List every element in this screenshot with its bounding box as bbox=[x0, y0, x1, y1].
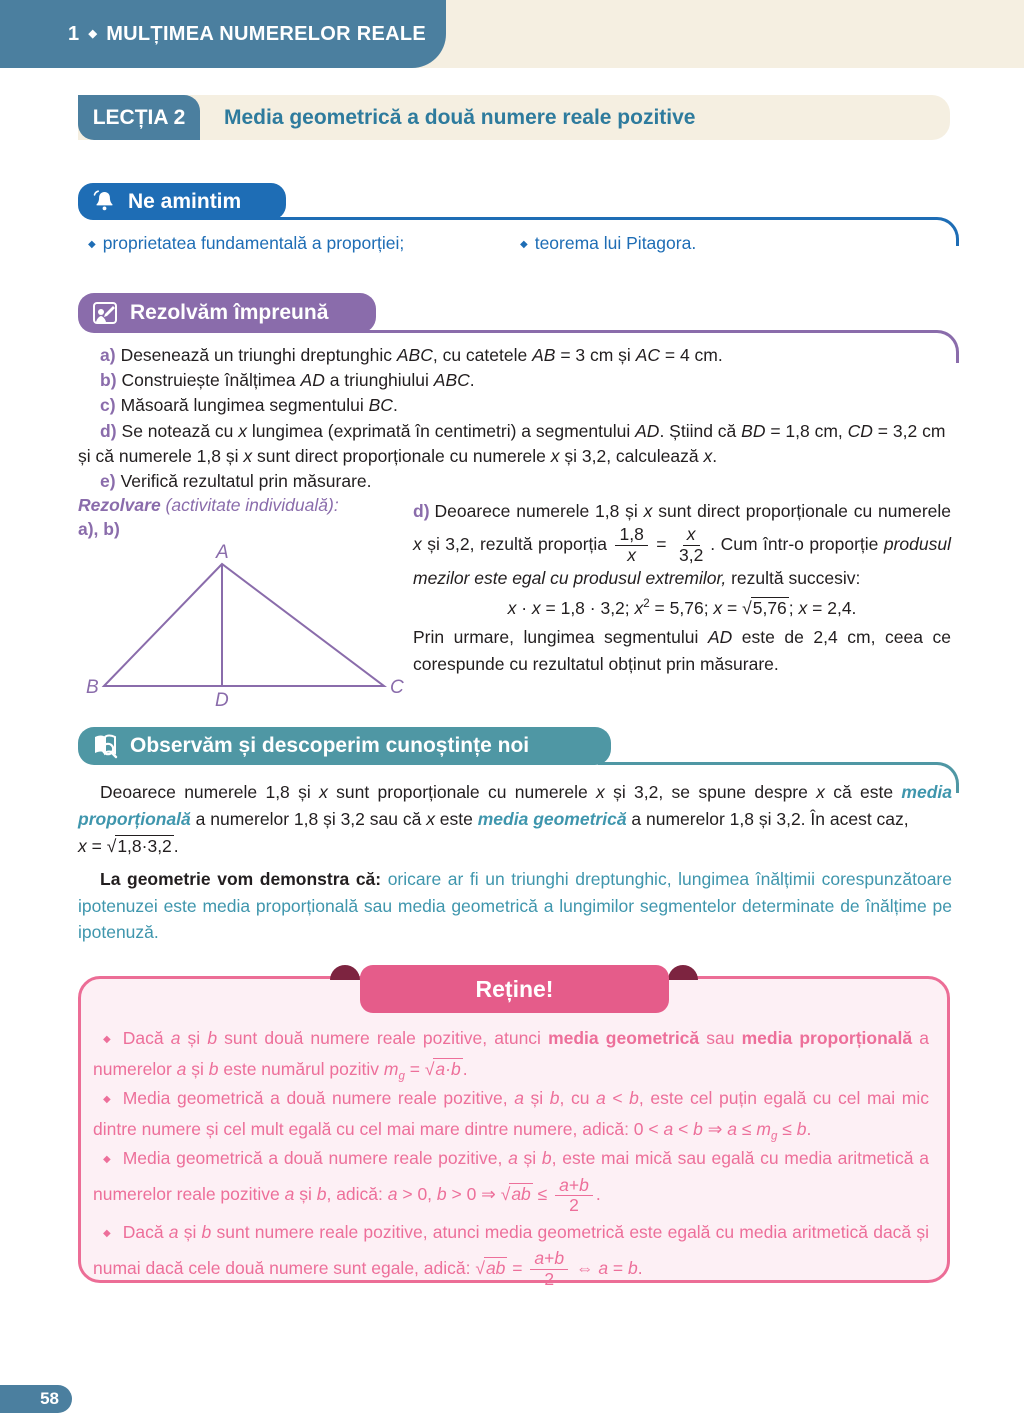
section-title: Ne amintim bbox=[128, 189, 242, 213]
section-header-rezolvam-impreuna bbox=[78, 293, 376, 333]
diamond-bullet-icon: ◆ bbox=[88, 239, 96, 250]
solution-equation: x · x = 1,8 · 3,2; $x^2 = 5,76$; x = √5,76 ; x = 2,4. bbox=[507, 598, 857, 619]
task-label: e) bbox=[100, 471, 116, 492]
ribbon-fold-right bbox=[668, 965, 698, 980]
triangle-figure bbox=[84, 544, 404, 709]
retine-item-text: Dacă a și b sunt numere reale pozitive, atunci media geometrică este egală cu media aritmetică dacă și numai dacă cele două numere sunt egale, adică: √ab = $\frac{a+b}{2}$ ⇔ a = b. bbox=[93, 1221, 929, 1289]
observam-paragraph-2: La geometrie vom demonstra că: oricare ar fi un triunghi dreptunghic, lungimea înălțimii corespunzătoare ipotenuzei este media proporțională sau media geometrică a lungimilor segmentelor determinate de înălțime pe ipotenuză. bbox=[78, 869, 952, 942]
retine-box bbox=[78, 975, 950, 1289]
chapter-tab bbox=[0, 0, 446, 68]
diamond-bullet-icon: ◆ bbox=[103, 1094, 111, 1105]
section-tail-line bbox=[360, 330, 959, 363]
diamond-bullet-icon: ◆ bbox=[103, 1154, 111, 1165]
retine-item bbox=[93, 1145, 929, 1216]
solution-note: (activitate individuală): bbox=[160, 495, 339, 515]
solution-label: Rezolvare bbox=[78, 495, 161, 515]
writing-icon bbox=[92, 300, 119, 327]
vertex-label-d: D bbox=[215, 690, 229, 709]
solution-sub-label: a), b) bbox=[78, 519, 120, 539]
retine-item-text: Media geometrică a două numere reale pozitive, a și b, cu a < b, este cel puțin egală cu cel mai mic dintre numere și cel mult egală cu cel mai mare dintre numere, adică: 0 < a < b ⇒ $a \le m_g \le b$. bbox=[93, 1088, 929, 1142]
vertex-label-c: C bbox=[390, 677, 404, 698]
section-tail-line bbox=[598, 762, 959, 793]
ribbon-fold-left bbox=[330, 965, 360, 980]
chapter-title: MULȚIMEA NUMERELOR REALE bbox=[106, 22, 426, 45]
section-title: Observăm și descoperim cunoștințe noi bbox=[130, 734, 530, 757]
task-label: d) bbox=[413, 501, 430, 521]
retine-item bbox=[93, 1025, 929, 1082]
retine-ribbon: Reține! bbox=[360, 965, 669, 1013]
task-label: a) bbox=[100, 345, 116, 365]
retine-item bbox=[93, 1085, 929, 1142]
recall-bullet-text: proprietatea fundamentală a proporției; bbox=[102, 233, 405, 253]
task-label: b) bbox=[100, 370, 117, 391]
page-number-tab bbox=[0, 1385, 72, 1413]
task-label: d) bbox=[100, 420, 117, 441]
diamond-bullet-icon: ◆ bbox=[520, 239, 528, 250]
solution-heading bbox=[78, 495, 408, 516]
task-text: Verifică rezultatul prin măsurare. bbox=[120, 471, 372, 492]
task-text: Desenează un triunghi dreptunghic ABC, cu catetele AB = 3 cm și AC = 4 cm. bbox=[120, 345, 723, 365]
retine-body bbox=[93, 1025, 929, 1292]
task-text: Construiește înălțimea AD a triunghiului ABC. bbox=[121, 370, 475, 391]
diamond-icon: ◆ bbox=[88, 27, 98, 40]
task-text: Se notează cu x lungimea (exprimată în centimetri) a segmentului AD. Știind că BD = 1,8 cm, CD = 3,2 cm și că numerele 1,8 și x sunt direct proporționale cu numerele x și 3,2, calculează x. bbox=[78, 420, 946, 466]
task-item bbox=[78, 469, 952, 494]
task-list bbox=[78, 343, 952, 494]
vertex-label-b: B bbox=[86, 677, 99, 698]
solution-paragraph bbox=[413, 498, 951, 592]
lesson-title: Media geometrică a două numere reale pozitive bbox=[224, 105, 696, 129]
observam-paragraph-1: Deoarece numerele 1,8 și x sunt proporționale cu numerele x și 3,2, se spune despre x că este media proporțională a numerelor 1,8 și 3,2 sau că x este media geometrică a numerelor 1,8 și 3,2. În acest caz, bbox=[78, 782, 952, 829]
task-item bbox=[78, 368, 952, 393]
task-text: Măsoară lungimea segmentului BC. bbox=[120, 395, 398, 416]
section-header-ne-amintim bbox=[78, 183, 286, 220]
task-item bbox=[78, 393, 952, 418]
retine-item-text: Dacă a și b sunt două numere reale pozitive, atunci media geometrică sau media proporțională a numerelor a și b este numărul pozitiv $m_g = √a\cdot b$ . bbox=[93, 1028, 929, 1082]
page-number: 58 bbox=[40, 1389, 59, 1408]
section-header-observam bbox=[78, 727, 611, 765]
section-title: Rezolvăm împreună bbox=[130, 301, 329, 324]
bell-icon bbox=[92, 189, 117, 214]
chapter-number: 1 bbox=[68, 22, 80, 45]
diamond-bullet-icon: ◆ bbox=[103, 1227, 111, 1239]
diamond-bullet-icon: ◆ bbox=[103, 1034, 111, 1045]
section-tail-line bbox=[270, 217, 959, 246]
solution-conclusion: Prin urmare, lungimea segmentului AD este de 2,4 cm, ceea ce corespunde cu rezultatul obținut prin măsurare. bbox=[413, 627, 951, 675]
lesson-title-band bbox=[78, 95, 950, 140]
solution-left-column bbox=[78, 495, 408, 714]
observam-formula: x = √1,8·3,2 . bbox=[78, 836, 179, 856]
retine-item bbox=[93, 1219, 929, 1290]
chapter-band bbox=[0, 0, 1024, 68]
vertex-label-a: A bbox=[216, 544, 229, 563]
solution-text: Deoarece numerele 1,8 și x sunt direct proporționale cu numerele x și 3,2, rezultă proporția $\frac{1,8}{x}$ = $\frac{x}{3,2}$ . Cum într-o proporție produsul mezilor este egal cu produsul extremilor, rezultă succesiv: bbox=[413, 501, 952, 589]
solution-right-column bbox=[413, 498, 951, 678]
task-label: c) bbox=[100, 395, 116, 416]
book-magnifier-icon bbox=[92, 733, 119, 759]
lesson-badge: LECȚIA 2 bbox=[78, 95, 200, 140]
recall-bullet-text: teorema lui Pitagora. bbox=[534, 233, 697, 253]
retine-item-text: Media geometrică a două numere reale pozitive, a și b, este mai mică sau egală cu media aritmetică a numerelor reale pozitive a și b, adică: a > 0, b > 0 ⇒ √ab ≤ $\frac{a+b}{2}$ . bbox=[93, 1148, 929, 1216]
task-item bbox=[78, 419, 952, 469]
